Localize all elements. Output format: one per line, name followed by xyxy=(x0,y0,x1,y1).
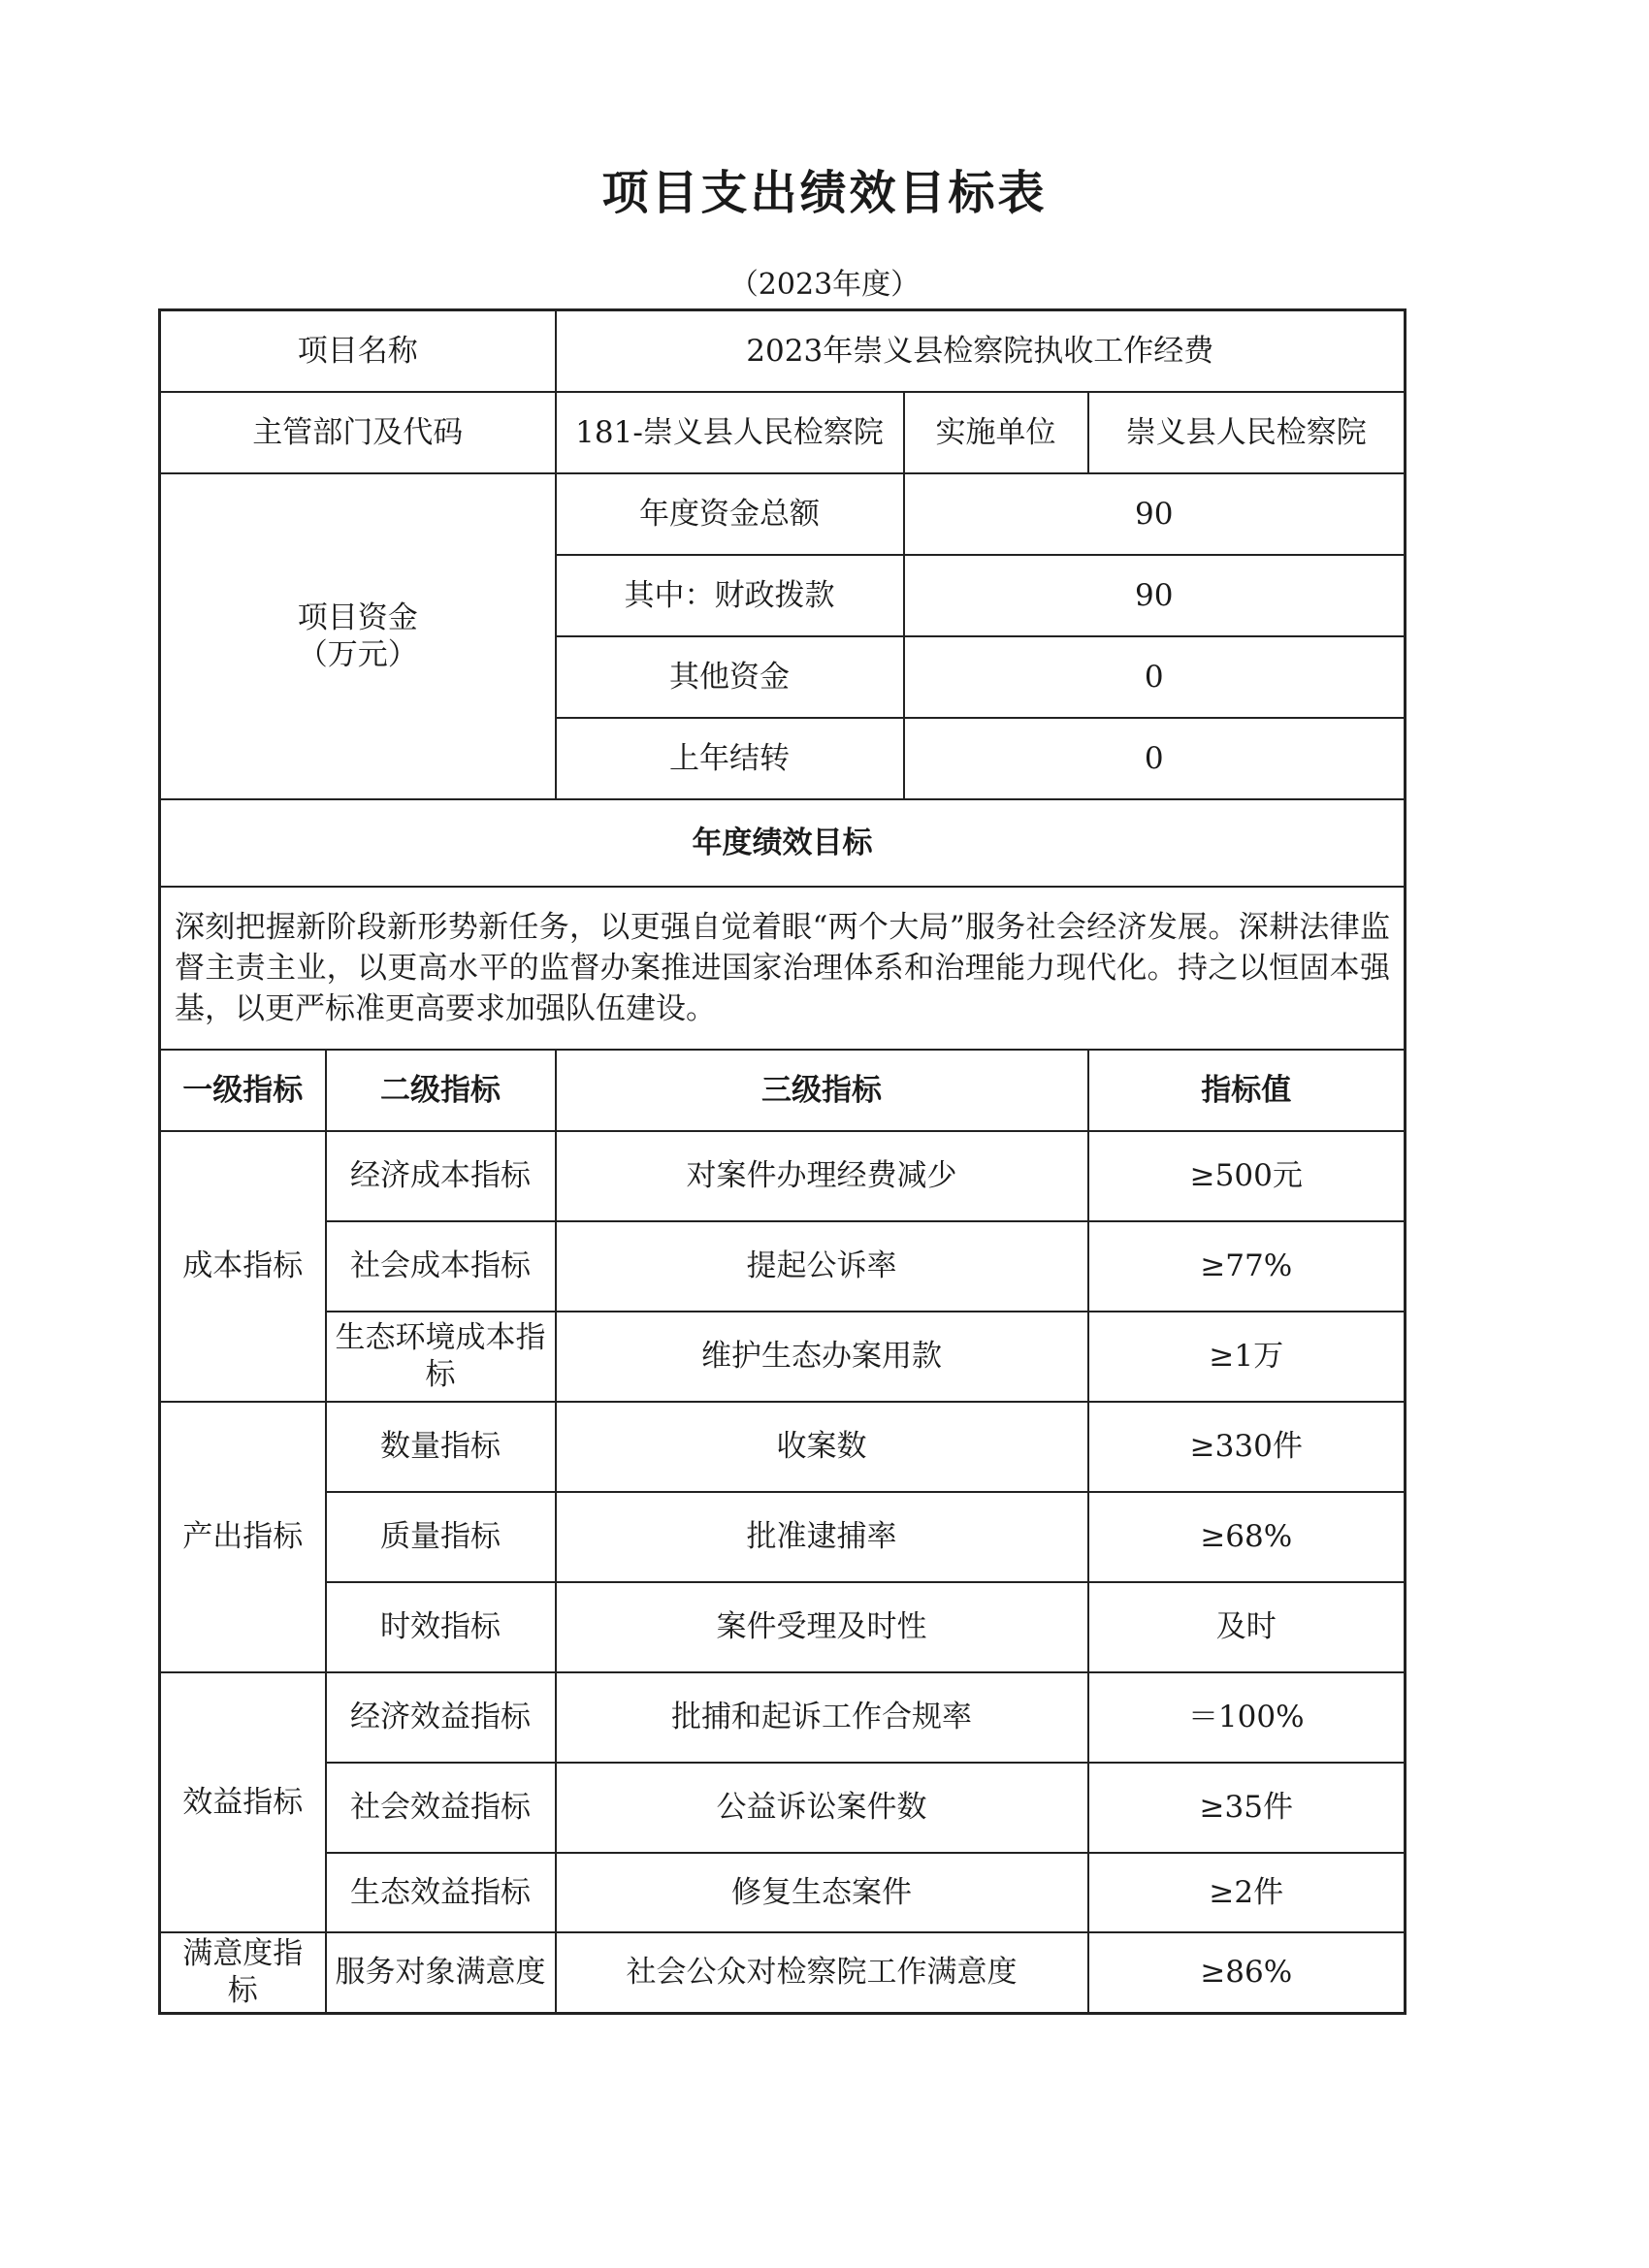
value-cell: ≥330件 xyxy=(1088,1402,1406,1492)
table-row xyxy=(160,1853,1406,1932)
value-cell: ≥35件 xyxy=(1088,1763,1406,1853)
funds-row-label: 其他资金 xyxy=(556,636,904,718)
value-cell: 及时 xyxy=(1088,1582,1406,1672)
funds-row-label: 年度资金总额 xyxy=(556,473,904,555)
level3-cell: 社会公众对检察院工作满意度 xyxy=(556,1932,1088,2014)
level2-cell: 时效指标 xyxy=(326,1582,556,1672)
project-name-row xyxy=(160,310,1406,392)
project-name-label: 项目名称 xyxy=(160,310,556,392)
value-cell: ≥68% xyxy=(1088,1492,1406,1582)
benefit-indicator-label: 效益指标 xyxy=(160,1672,326,1932)
level2-cell: 社会效益指标 xyxy=(326,1763,556,1853)
performance-table xyxy=(158,308,1406,2015)
funds-row-value: 0 xyxy=(904,636,1406,718)
funds-label xyxy=(160,473,556,799)
level2-header: 二级指标 xyxy=(326,1050,556,1131)
value-cell: ＝100% xyxy=(1088,1672,1406,1763)
value-cell: ≥500元 xyxy=(1088,1131,1406,1221)
table-row xyxy=(160,1582,1406,1672)
annual-goal-text-row xyxy=(160,887,1406,1050)
level3-cell: 修复生态案件 xyxy=(556,1853,1088,1932)
department-label: 主管部门及代码 xyxy=(160,392,556,473)
funds-label-line2: （万元） xyxy=(297,636,418,672)
table-row xyxy=(160,1402,1406,1492)
cost-indicator-label: 成本指标 xyxy=(160,1131,326,1402)
level2-cell: 数量指标 xyxy=(326,1402,556,1492)
funds-row xyxy=(160,473,1406,555)
level2-cell: 生态效益指标 xyxy=(326,1853,556,1932)
level3-cell: 提起公诉率 xyxy=(556,1221,1088,1312)
value-cell: ≥77% xyxy=(1088,1221,1406,1312)
level3-cell: 维护生态办案用款 xyxy=(556,1312,1088,1402)
department-value: 181-崇义县人民检察院 xyxy=(556,392,904,473)
level2-cell: 社会成本指标 xyxy=(326,1221,556,1312)
department-row xyxy=(160,392,1406,473)
value-cell: ≥86% xyxy=(1088,1932,1406,2014)
table-row xyxy=(160,1131,1406,1221)
funds-row-value: 90 xyxy=(904,555,1406,636)
year-label: （2023年度） xyxy=(728,268,921,302)
level3-cell: 批准逮捕率 xyxy=(556,1492,1088,1582)
level2-cell: 经济效益指标 xyxy=(326,1672,556,1763)
implementing-unit-value: 崇义县人民检察院 xyxy=(1088,392,1406,473)
level2-cell: 质量指标 xyxy=(326,1492,556,1582)
level3-cell: 收案数 xyxy=(556,1402,1088,1492)
funds-row-label: 上年结转 xyxy=(556,718,904,799)
level2-cell: 生态环境成本指标 xyxy=(326,1312,556,1402)
level1-header: 一级指标 xyxy=(160,1050,326,1131)
project-name-value: 2023年崇义县检察院执收工作经费 xyxy=(556,310,1406,392)
annual-goal-text: 深刻把握新阶段新形势新任务，以更强自觉着眼“两个大局”服务社会经济发展。深耕法律监督主责主业，以更高水平的监督办案推进国家治理体系和治理能力现代化。持之以恒固本强基，以更严标准更高要求加强队伍建设。 xyxy=(160,887,1406,1050)
level3-cell: 批捕和起诉工作合规率 xyxy=(556,1672,1088,1763)
value-cell: ≥1万 xyxy=(1088,1312,1406,1402)
funds-label-line1: 项目资金 xyxy=(297,599,418,635)
level2-cell: 服务对象满意度 xyxy=(326,1932,556,2014)
level3-cell: 对案件办理经费减少 xyxy=(556,1131,1088,1221)
satisfaction-indicator-label: 满意度指标 xyxy=(160,1932,326,2014)
value-header: 指标值 xyxy=(1088,1050,1406,1131)
implementing-unit-label: 实施单位 xyxy=(904,392,1088,473)
table-row xyxy=(160,1932,1406,2014)
table-row xyxy=(160,1312,1406,1402)
level3-cell: 公益诉讼案件数 xyxy=(556,1763,1088,1853)
funds-row-value: 0 xyxy=(904,718,1406,799)
funds-row-value: 90 xyxy=(904,473,1406,555)
annual-goal-header-row xyxy=(160,799,1406,887)
output-indicator-label: 产出指标 xyxy=(160,1402,326,1672)
table-row xyxy=(160,1763,1406,1853)
level2-cell: 经济成本指标 xyxy=(326,1131,556,1221)
indicator-header-row xyxy=(160,1050,1406,1131)
level3-header: 三级指标 xyxy=(556,1050,1088,1131)
funds-row-label: 其中：财政拨款 xyxy=(556,555,904,636)
annual-goal-header: 年度绩效目标 xyxy=(160,799,1406,887)
value-cell: ≥2件 xyxy=(1088,1853,1406,1932)
table-row xyxy=(160,1672,1406,1763)
level3-cell: 案件受理及时性 xyxy=(556,1582,1088,1672)
table-row xyxy=(160,1492,1406,1582)
table-row xyxy=(160,1221,1406,1312)
page-title: 项目支出绩效目标表 xyxy=(601,166,1048,220)
